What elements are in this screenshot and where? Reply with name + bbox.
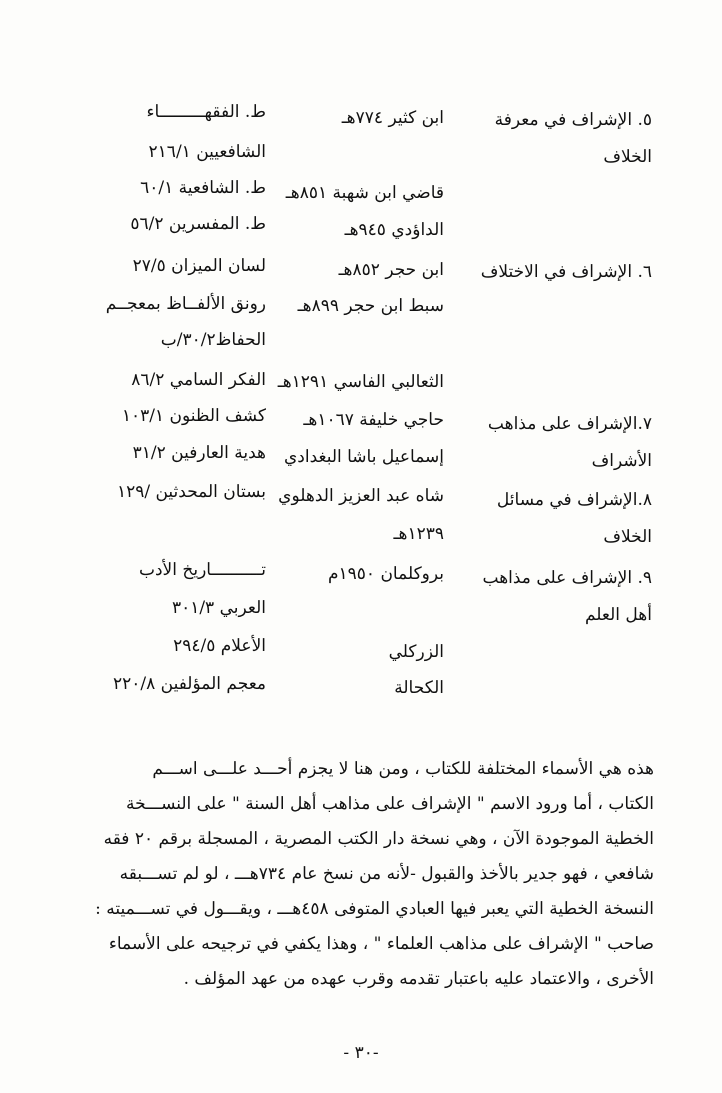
entry-6-source-2: رونق الألفــاظ بمعجــم (105, 294, 266, 314)
paragraph-line-5: النسخة الخطية التي يعبر فيها العبادي المتوفى ٤٥٨هـــ ، ويقـــول في تســـميته : (95, 899, 654, 919)
entry-6-author-1: ابن حجر ٨٥٢هـ (338, 260, 444, 280)
entry-8-title-line-1: ٨.الإشراف في مسائل (496, 490, 652, 510)
entry-6-author-2: سبط ابن حجر ٨٩٩هـ (297, 296, 444, 316)
entry-5-source-3: ط. الشافعية ٦٠/١ (140, 178, 266, 198)
entry-5-source-2: الشافعيين ٢١٦/١ (148, 142, 266, 162)
entry-6-source-1: لسان الميزان ٢٧/٥ (132, 256, 266, 276)
entry-9-author-1: بروكلمان ١٩٥٠م (327, 564, 444, 584)
paragraph-line-6: صاحب " الإشراف على مذاهب العلماء " ، وهذا يكفي في ترجيحه على الأسماء (108, 934, 654, 954)
entry-6-title: ٦. الإشراف في الاختلاف (480, 262, 652, 282)
entry-6-source-3: الحفاظ٣٠/٢/ب (160, 330, 266, 350)
entry-7-source-2: هدية العارفين ٣١/٢ (132, 443, 266, 463)
entry-9-source-3: الأعلام ٢٩٤/٥ (173, 636, 266, 656)
entry-5-source-1: ط. الفقهـــــــــاء (146, 102, 266, 122)
entry-5-source-4: ط. المفسرين ٥٦/٢ (130, 214, 266, 234)
entry-8-author-2: ١٢٣٩هـ (393, 524, 444, 544)
entry-9-title-line-2: أهل العلم (584, 605, 652, 625)
entry-7-title-line-1: ٧.الإشراف على مذاهب (487, 414, 652, 434)
entry-5-author-3: الداؤدي ٩٤٥هـ (344, 220, 444, 240)
entry-5-title-line-2: الخلاف (603, 147, 652, 167)
entry-5-author-1: ابن كثير ٧٧٤هـ (341, 108, 444, 128)
paragraph-line-7: الأخرى ، والاعتماد عليه باعتبار تقدمه وقرب عهده من عهد المؤلف . (183, 969, 654, 989)
entry-8-title-line-2: الخلاف (603, 527, 652, 547)
entry-8-source-1: بستان المحدثين /١٢٩ (116, 482, 266, 502)
entry-6-author-3: الثعالبي الفاسي ١٢٩١هـ (277, 372, 444, 392)
paragraph-line-2: الكتاب ، أما ورود الاسم " الإشراف على مذاهب أهل السنة " على النســـخة (126, 794, 654, 814)
entry-9-author-2: الزركلي (388, 642, 444, 662)
paragraph-line-3: الخطية الموجودة الآن ، وهي نسخة دار الكتب المصرية ، المسجلة برقم ٢٠ فقه (103, 829, 654, 849)
entry-7-author-1: حاجي خليفة ١٠٦٧هـ (303, 410, 444, 430)
entry-9-title-line-1: ٩. الإشراف على مذاهب (482, 568, 652, 588)
page-number: -٣٠ - (343, 1043, 379, 1063)
entry-8-author-1: شاه عبد العزيز الدهلوي (278, 486, 444, 506)
entry-9-source-4: معجم المؤلفين ٢٢٠/٨ (112, 674, 266, 694)
paragraph-line-1: هذه هي الأسماء المختلفة للكتاب ، ومن هنا لا يجزم أحـــد علـــى اســـم (152, 759, 654, 779)
entry-9-source-2: العربي ٣٠١/٣ (171, 598, 266, 618)
entry-5-author-2: قاضي ابن شهبة ٨٥١هـ (285, 183, 444, 203)
body-paragraph (69, 752, 654, 997)
entry-7-source-1: كشف الظنون ١٠٣/١ (121, 406, 266, 426)
entry-7-title-line-2: الأشراف (591, 451, 652, 471)
entry-6-source-4: الفكر السامي ٨٦/٢ (131, 370, 266, 390)
entry-7-author-2: إسماعيل باشا البغدادي (283, 447, 444, 467)
entry-9-source-1: تــــــــــاريخ الأدب (138, 560, 266, 580)
paragraph-line-4: شافعي ، فهو جدير بالأخذ والقبول -لأنه من نسخ عام ٧٣٤هـــ ، لو لم تســـبقه (119, 864, 654, 884)
entry-9-author-3: الكحالة (394, 678, 444, 698)
entry-5-title-line-1: ٥. الإشراف في معرفة (494, 110, 652, 130)
